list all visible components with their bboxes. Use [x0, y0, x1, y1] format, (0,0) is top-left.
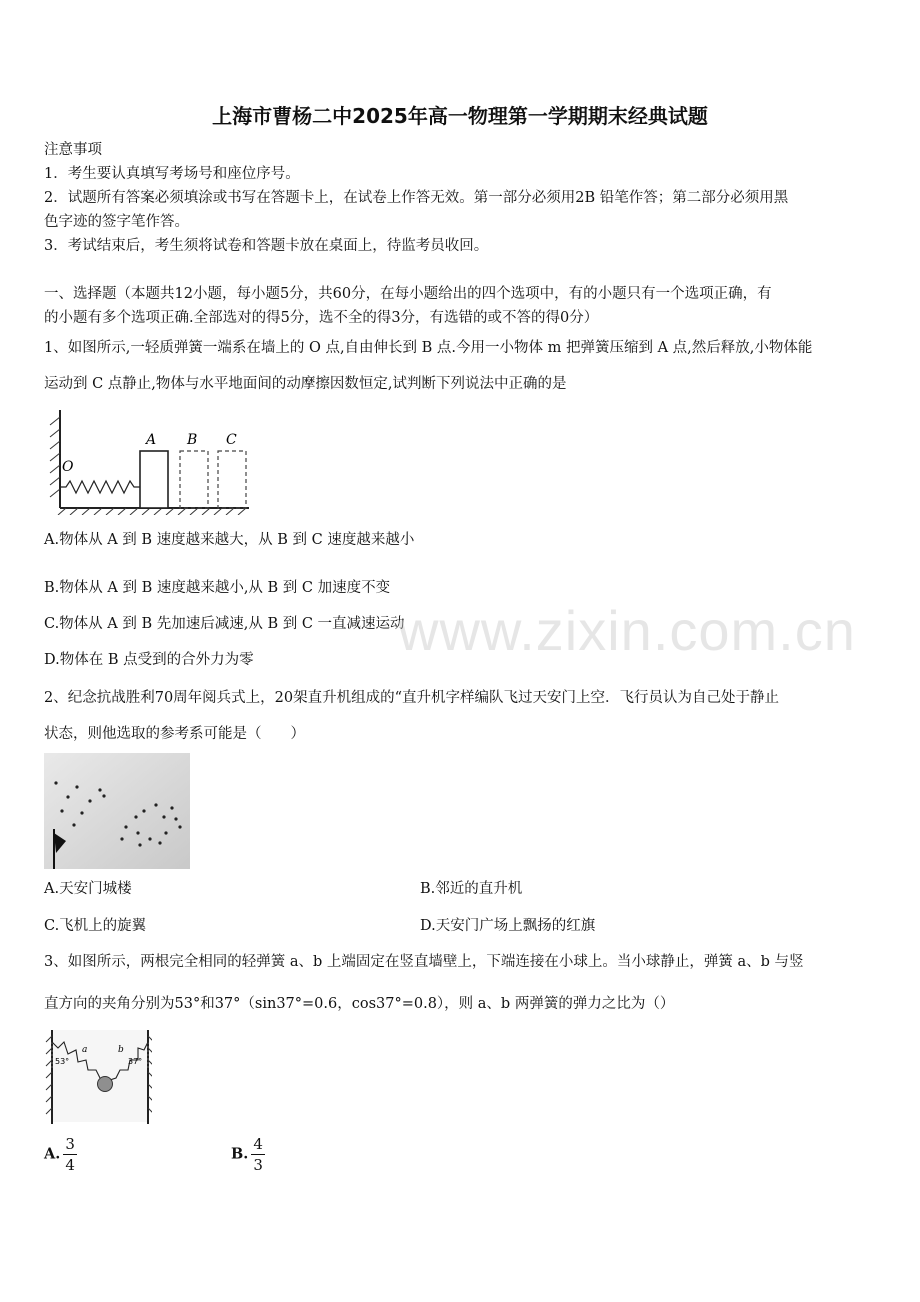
notice-item: 3．考试结束后，考生须将试卷和答题卡放在桌面上，待监考员收回。 [44, 238, 489, 254]
label-o: O [62, 459, 74, 475]
section-heading: 一、选择题（本题共12小题，每小题5分，共60分，在每小题给出的四个选项中，有的小题只有一个选项正确，有 [44, 286, 772, 302]
helicopter-formation-photo [44, 753, 190, 869]
q1-stem: 1、如图所示,一轻质弹簧一端系在墙上的 O 点,自由伸长到 B 点.今用一小物体 m 把弹簧压缩到 A 点,然后释放,小物体能 [44, 340, 813, 356]
page-title: 上海市曹杨二中2025年高一物理第一学期期末经典试题 [212, 104, 708, 128]
q2-stem: 2、纪念抗战胜利70周年阅兵式上，20架直升机组成的“直升机字样编队飞过天安门上空．飞行员认为自己处于静止 [44, 690, 780, 706]
q3-option-b [231, 1134, 265, 1175]
option-label: A. [44, 1145, 61, 1163]
option-label: B. [231, 1145, 249, 1163]
notice-heading: 注意事项 [44, 142, 102, 158]
q1-option-a: A.物体从 A 到 B 速度越来越大，从 B 到 C 速度越来越小 [44, 532, 415, 548]
q1-option-c: C.物体从 A 到 B 先加速后减速,从 B 到 C 一直减速运动 [44, 616, 405, 632]
two-springs-figure [44, 1028, 152, 1126]
notice-item: 2．试题所有答案必须填涂或书写在答题卡上，在试卷上作答无效。第一部分必须用2B 铅笔作答；第二部分必须用黑 [44, 190, 789, 206]
label-a: A [146, 432, 157, 448]
q1-stem-cont: 运动到 C 点静止,物体与水平地面间的动摩擦因数恒定,试判断下列说法中正确的是 [44, 376, 567, 392]
q3-stem: 3、如图所示，两根完全相同的轻弹簧 a、b 上端固定在竖直墙壁上，下端连接在小球上。当小球静止，弹簧 a、b 与竖 [44, 954, 804, 970]
q1-option-b: B.物体从 A 到 B 速度越来越小,从 B 到 C 加速度不变 [44, 580, 391, 596]
q1-option-d: D.物体在 B 点受到的合外力为零 [44, 652, 254, 668]
spring-a-label: a [82, 1045, 88, 1055]
section-heading-cont: 的小题有多个选项正确.全部选对的得5分，选不全的得3分，有选错的或不答的得0分） [44, 310, 599, 326]
fraction [63, 1134, 77, 1175]
q3-option-a [44, 1134, 77, 1175]
denominator: 4 [65, 1156, 75, 1174]
notice-item: 色字迹的签字笔作答。 [44, 214, 189, 230]
watermark: www.zixin.com.cn [398, 599, 856, 662]
q2-stem-cont: 状态，则他选取的参考系可能是（ ） [44, 726, 305, 742]
fraction [251, 1134, 265, 1175]
denominator: 3 [253, 1156, 263, 1174]
spring-b-label: b [118, 1045, 124, 1055]
q2-option-b: B.邻近的直升机 [420, 881, 523, 897]
q2-option-d: D.天安门广场上飘扬的红旗 [420, 918, 596, 934]
angle-a-label: 53° [55, 1057, 70, 1066]
numerator: 4 [253, 1135, 263, 1153]
label-c: C [226, 432, 237, 448]
numerator: 3 [65, 1135, 75, 1153]
q3-stem-cont: 直方向的夹角分别为53°和37°（sin37°=0.6，cos37°=0.8），则 a、b 两弹簧的弹力之比为（） [44, 996, 675, 1012]
notice-item: 1．考生要认真填写考场号和座位序号。 [44, 166, 300, 182]
label-b: B [187, 432, 198, 448]
spring-block-figure [44, 405, 254, 515]
q2-option-a: A.天安门城楼 [44, 881, 132, 897]
q2-option-c: C.飞机上的旋翼 [44, 918, 147, 934]
angle-b-label: 37° [128, 1057, 143, 1066]
